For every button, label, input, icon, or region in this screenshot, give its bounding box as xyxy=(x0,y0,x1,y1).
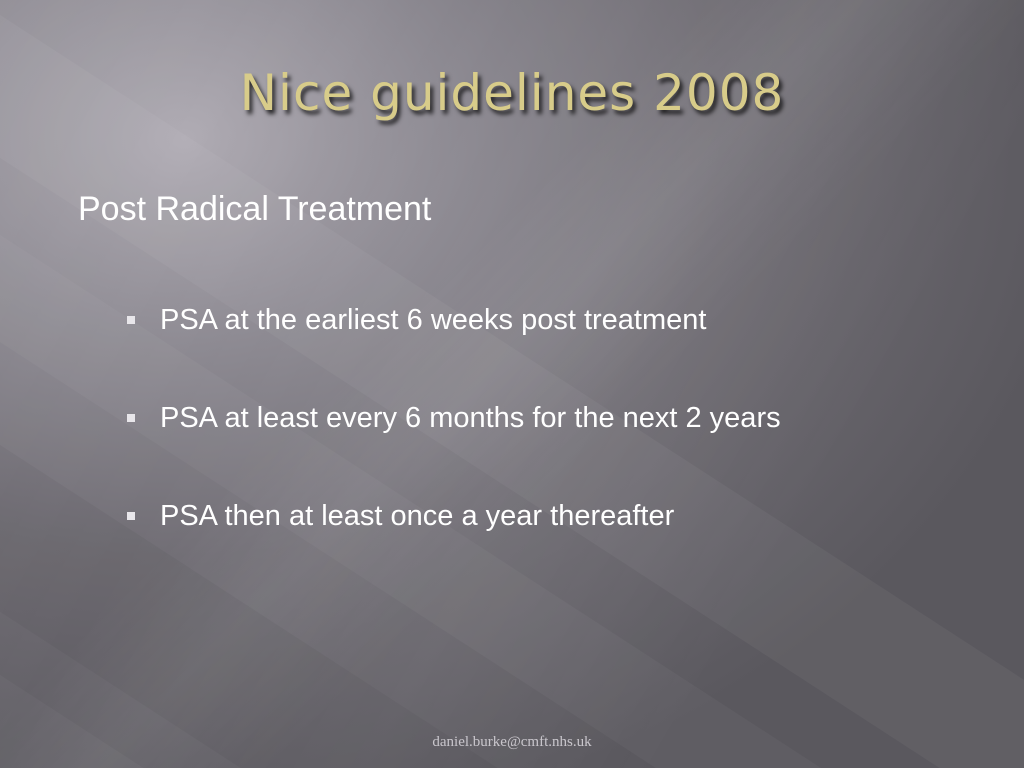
bullet-item xyxy=(127,398,781,496)
footer-email: daniel.burke@cmft.nhs.uk xyxy=(432,734,592,750)
bullet-text: PSA at least every 6 months for the next 2 years xyxy=(160,402,781,434)
bullet-item xyxy=(127,300,781,398)
slide-title: Nice guidelines 2008 xyxy=(239,64,785,122)
slide-subheading: Post Radical Treatment xyxy=(78,190,432,228)
square-bullet-icon xyxy=(127,512,135,520)
bullet-text: PSA at the earliest 6 weeks post treatment xyxy=(160,304,707,336)
bullet-list xyxy=(127,300,781,594)
square-bullet-icon xyxy=(127,414,135,422)
bullet-text: PSA then at least once a year thereafter xyxy=(160,500,675,532)
square-bullet-icon xyxy=(127,316,135,324)
bullet-item xyxy=(127,496,781,594)
